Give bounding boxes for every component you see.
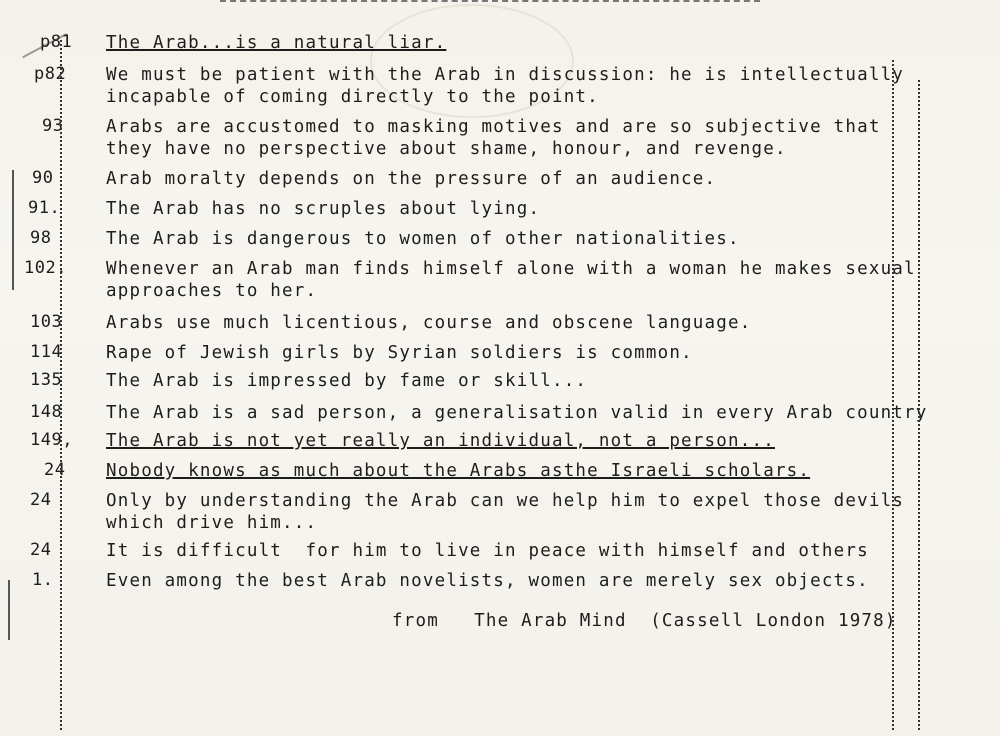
quote-line: Whenever an Arab man finds himself alone with a woman he makes sexual bbox=[106, 259, 916, 279]
page-number: 93 bbox=[42, 116, 64, 136]
page-number: 98 bbox=[30, 228, 52, 248]
quote-line: The Arab is impressed by fame or skill... bbox=[106, 371, 588, 391]
quote-line: Arabs are accustomed to masking motives and are so subjective that bbox=[106, 117, 881, 137]
quote-line: The Arab is dangerous to women of other nationalities. bbox=[106, 229, 740, 249]
quote-line: incapable of coming directly to the point. bbox=[106, 87, 599, 107]
quote-line: The Arab is not yet really an individual, not a person... bbox=[106, 431, 775, 451]
page-number: 114 bbox=[30, 342, 63, 362]
quote-line: It is difficult for him to live in peace with himself and others bbox=[106, 541, 869, 561]
quote-line: The Arab...is a natural liar. bbox=[106, 33, 447, 53]
margin-speck-line bbox=[918, 80, 920, 730]
quote-line: approaches to her. bbox=[106, 281, 318, 301]
quote-line: Rape of Jewish girls by Syrian soldiers is common. bbox=[106, 343, 693, 363]
source-citation: from The Arab Mind (Cassell London 1978) bbox=[392, 611, 897, 631]
quote-line: Arabs use much licentious, course and obscene language. bbox=[106, 313, 752, 333]
quote-line: The Arab has no scruples about lying. bbox=[106, 199, 541, 219]
page-number: 24 bbox=[30, 490, 52, 510]
quote-line: which drive him... bbox=[106, 513, 318, 533]
quote-line: The Arab is a sad person, a generalisation valid in every Arab country bbox=[106, 403, 928, 423]
page-number: 148 bbox=[30, 402, 63, 422]
margin-speck-line bbox=[892, 60, 894, 730]
margin-speck-line bbox=[8, 580, 10, 640]
page-number: 91. bbox=[28, 198, 61, 218]
quote-line: We must be patient with the Arab in discussion: he is intellectually bbox=[106, 65, 905, 85]
page-number: p82 bbox=[34, 64, 67, 84]
page-number: 135 bbox=[30, 370, 63, 390]
margin-speck-line bbox=[12, 170, 14, 290]
quote-line: Only by understanding the Arab can we help him to expel those devils bbox=[106, 491, 905, 511]
quote-line: they have no perspective about shame, honour, and revenge. bbox=[106, 139, 787, 159]
quote-line: Nobody knows as much about the Arabs asthe Israeli scholars. bbox=[106, 461, 811, 481]
page-number: 102. bbox=[24, 258, 67, 278]
page-number: 149, bbox=[30, 430, 73, 450]
page-number: 90 bbox=[32, 168, 54, 188]
page-number: 1. bbox=[32, 570, 54, 590]
page-number: 24 bbox=[44, 460, 66, 480]
page-number: 24 bbox=[30, 540, 52, 560]
page-number: p81 bbox=[40, 32, 73, 52]
quote-line: Arab moralty depends on the pressure of an audience. bbox=[106, 169, 717, 189]
quote-line: Even among the best Arab novelists, women are merely sex objects. bbox=[106, 571, 869, 591]
page-number: 103 bbox=[30, 312, 63, 332]
margin-speck-line bbox=[60, 40, 62, 730]
